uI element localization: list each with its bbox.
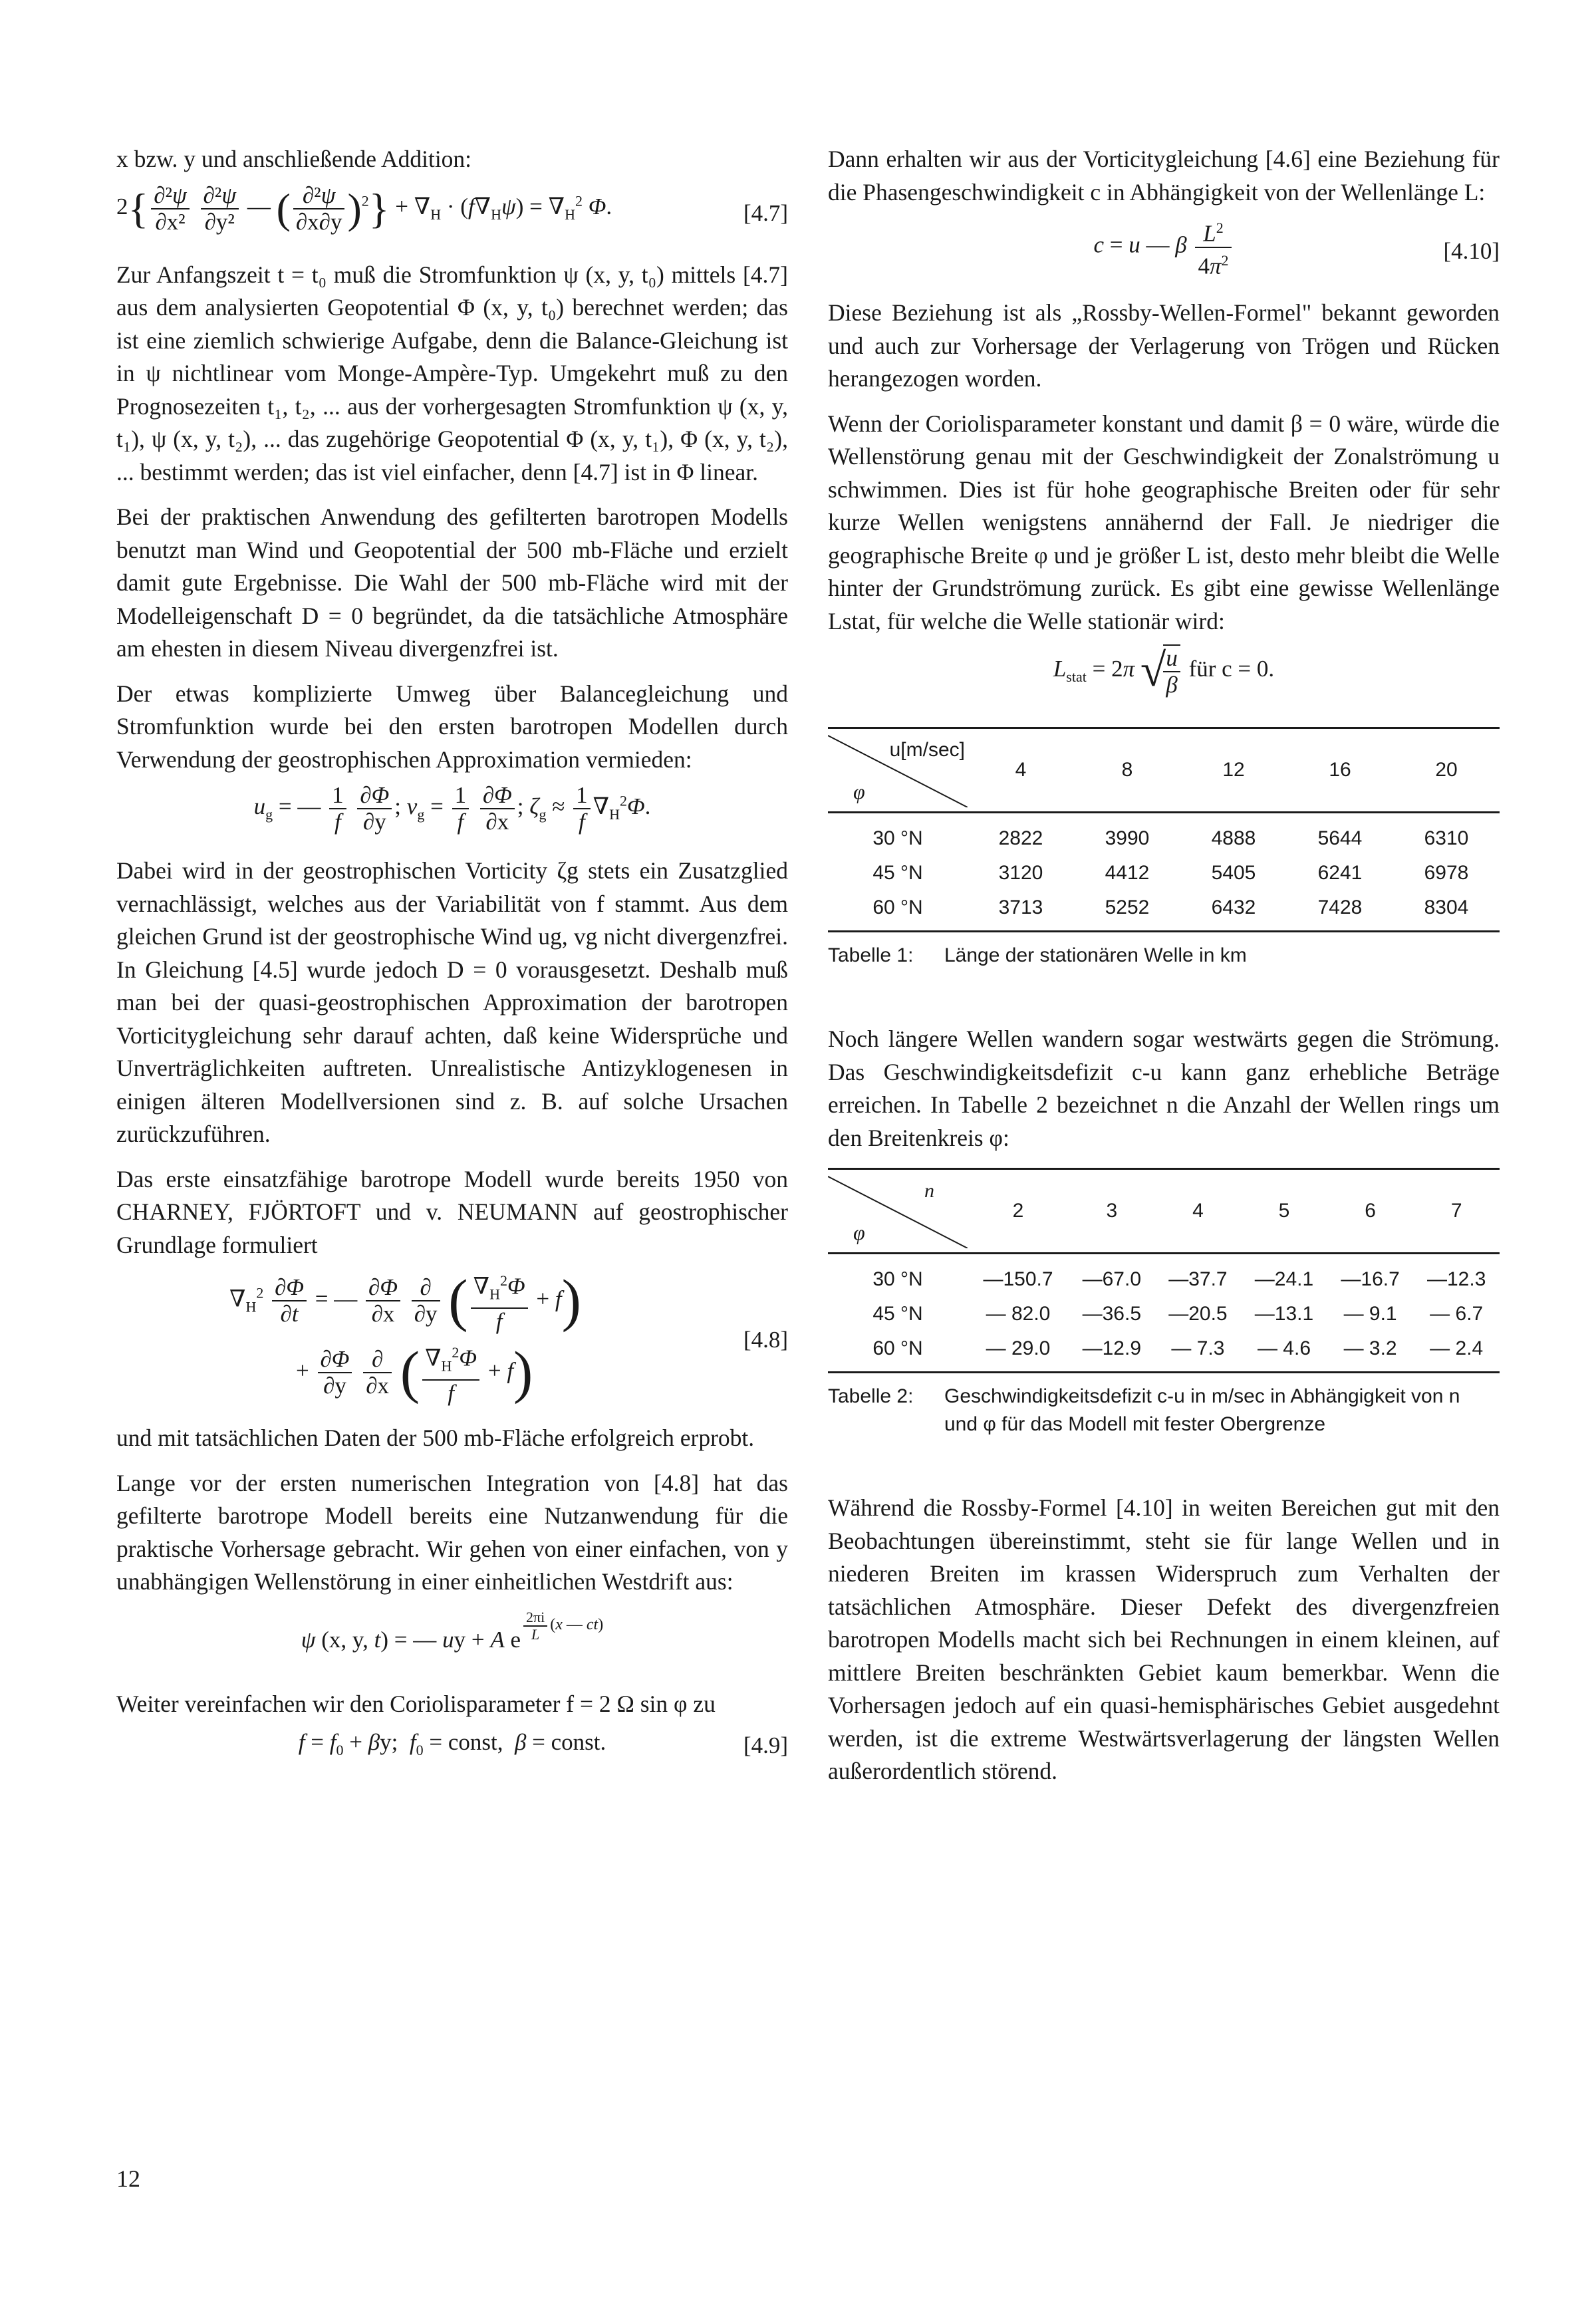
table-cell: —150.7	[983, 1268, 1053, 1290]
table-header-row	[828, 729, 1500, 813]
table-cell: —36.5	[1082, 1303, 1141, 1325]
caption-text: Geschwindigkeitsdefizit c-u in m/sec in Abhängigkeit von n und φ für das Modell mit fester Obergrenze	[944, 1385, 1460, 1435]
column-header: 5	[1241, 1170, 1327, 1254]
table-cell: —37.7	[1168, 1268, 1228, 1290]
table-cell: —24.1	[1254, 1268, 1314, 1290]
table-cell: —12.9	[1069, 1331, 1155, 1373]
caption-label: Tabelle 1:	[828, 944, 914, 966]
table-cell: — 6.7	[1430, 1303, 1484, 1325]
corner-label-bottom: φ	[853, 1220, 865, 1244]
table-cell: — 2.4	[1413, 1331, 1500, 1373]
equation-number: [4.8]	[743, 1326, 788, 1353]
equation-geostrophic: $u_g$ = — $\frac{1}{f}$ $\frac{\partial\Phi}{\partial y}$ ; $v_g$ = $\frac{1}{f}$ $\frac{\partial\Phi}{\partial x}$ ; $\zeta_g$ ≈ $\frac{1}{f}$ $\nabla_H^2\Phi$.	[253, 782, 651, 835]
column-header: 20	[1393, 729, 1500, 813]
column-header: 4	[968, 729, 1074, 813]
paragraph: Während die Rossby-Formel [4.10] in weiten Bereichen gut mit den Beobachtungen übereinstimmt, steht sie für lange Wellen und in niederen Breiten im krassen Widerspruch zum Verhalten der tatsächlichen Atmosphäre. Dieser Defekt des divergenzfreien barotropen Modells macht sich bei Rechnungen in einem kleinen, auf mittlere Breiten beschränkten Gebiet kaum bemerkbar. Wenn die Vorhersagen jedoch auf ein quasi-hemisphärisches Gebiet ausgedehnt werden, ist die extreme Westwärtsverlagerung der längsten Wellen außerordentlich störend.	[828, 1494, 1500, 1784]
equation-4-8: $\nabla_H^2$ $\frac{\partial\Phi}{\partial t}$ = — $\frac{\partial\Phi}{\partial x}$ $\frac{\partial}{\partial y}$ ( $\frac{\nabla_H^2\Phi}{f}$ + f) + $\frac{\partial\Phi}{\partial y}$ $\frac{\partial}{\partial x}$ ( $\frac{\nabla_H^2\Phi}{f}$ + f) [4.8]	[229, 1268, 788, 1406]
page-number: 12	[116, 2165, 140, 2192]
row-label: 60 °N	[828, 890, 968, 932]
paragraph: x bzw. y und anschließende Addition:	[116, 146, 472, 172]
paragraph: Zur Anfangszeit t = t₀ muß die Stromfunktion ψ (x, y, t₀) mittels [4.7] aus dem analysierten Geopotential Φ (x, y, t₀) berechnet werden; das ist eine ziemlich schwierige Aufgabe, denn die Balance-Gleichung ist in ψ nichtlinear vom Monge-Ampère-Typ. Umgekehrt muß zu den Prognosezeiten t₁, t₂, ... aus der vorhergesagten Stromfunktion ψ (x, y, t₁), ψ (x, y, t₂), ... das zugehörige Geopotential Φ (x, y, t₁), Φ (x, y, t₂), ... bestimmt werden; das ist viel einfacher, denn [4.7] ist in Φ linear.	[116, 261, 788, 485]
column-header: 8	[1074, 729, 1180, 813]
paragraph: Diese Beziehung ist als „Rossby-Wellen-Formel" bekannt geworden und auch zur Vorhersage der Verlagerung von Trögen und Rücken herangezogen worden.	[828, 299, 1500, 392]
table-cell: — 9.1	[1343, 1303, 1397, 1325]
paragraph: Der etwas komplizierte Umweg über Balancegleichung und Stromfunktion wurde bei den ersten barotropen Modellen durch Verwendung der geostrophischen Approximation vermieden:	[116, 680, 788, 773]
paragraph: Lange vor der ersten numerischen Integration von [4.8] hat das gefilterte barotrope Modell bereits eine Nutzanwendung für die praktische Vorhersage gebracht. Wir gehen von einer einfachen, von y unabhängigen Wellenstörung in einer einheitlichen Westdrift aus:	[116, 1469, 788, 1595]
table-cell: 2822	[998, 827, 1043, 849]
column-header: 7	[1413, 1170, 1500, 1254]
table-1	[828, 727, 1500, 932]
table-cell: 4412	[1105, 862, 1150, 884]
equation-4-7: 2{ $\frac{\text{∂²ψ}}{\text{∂x²}}$ $\frac{\text{∂²ψ}}{\text{∂y²}}$ — ( $\frac{\text{∂²ψ}}{\partial x\partial y}$ )$^2\} + \nabla_H \cdot (f\nabla_H\psi) = \nabla_H^2$ Φ. [4.7]	[116, 182, 788, 235]
table-cell: — 4.6	[1241, 1331, 1327, 1373]
table-2-caption	[828, 1383, 1500, 1438]
caption-label: Tabelle 2:	[828, 1385, 914, 1407]
paragraph: Dabei wird in der geostrophischen Vorticity ζg stets ein Zusatzglied vernachlässigt, welches aus der Variabilität von f stammt. Aus dem gleichen Grund ist der geostrophische Wind ug, vg nicht divergenzfrei. In Gleichung [4.5] wurde jedoch D = 0 vorausgesetzt. Deshalb muß man bei der quasi-geostrophischen Approximation der barotropen Vorticitygleichung sehr darauf achten, daß keine Widersprüche und Unverträglichkeiten auftreten. Unrealistische Antizyklogenesen in einigen älteren Modellversionen sind z. B. auf solche Ursachen zurückzuführen.	[116, 857, 788, 1147]
table-cell: 3990	[1105, 827, 1150, 849]
table-cell: 5252	[1074, 890, 1180, 932]
table-cell: — 82.0	[986, 1303, 1051, 1325]
table-row	[828, 856, 1500, 890]
paragraph: Weiter vereinfachen wir den Coriolisparameter f = 2 Ω sin φ zu	[116, 1690, 716, 1717]
column-header: 3	[1069, 1170, 1155, 1254]
table-header-row	[828, 1170, 1500, 1254]
table-cell: — 3.2	[1327, 1331, 1414, 1373]
equation-4-10: c = u — β $\frac{L^2}{4\pi^2}$ [4.10]	[828, 215, 1500, 287]
paragraph: Bei der praktischen Anwendung des gefilterten barotropen Modells benutzt man Wind und Geopotential der 500 mb-Fläche und erzielt damit gute Ergebnisse. Die Wahl der 500 mb-Fläche wird mit der Modelleigenschaft D = 0 begründet, da die tatsächliche Atmosphäre am ehesten in diesem Niveau divergenzfrei ist.	[116, 503, 788, 662]
equation-number: [4.7]	[743, 200, 788, 226]
paragraph: Noch längere Wellen wandern sogar westwärts gegen die Strömung. Das Geschwindigkeitsdefizit c-u kann ganz erhebliche Beträge erreichen. In Tabelle 2 bezeichnet n die Anzahl der Wellen rings um den Breitenkreis φ:	[828, 1025, 1500, 1151]
table-row	[828, 1297, 1500, 1331]
equation-stationary-wave: $L_{stat} = 2\pi$ √ $\frac{u}{\beta}$ für c = 0.	[1053, 645, 1275, 698]
table-cell: 6310	[1424, 827, 1469, 849]
table-cell: 5405	[1211, 862, 1256, 884]
table-row	[828, 1331, 1500, 1373]
left-column	[116, 143, 788, 1764]
corner-label-bottom: φ	[853, 779, 865, 803]
table-cell: 6432	[1180, 890, 1287, 932]
column-header: 16	[1287, 729, 1393, 813]
column-header: 4	[1155, 1170, 1242, 1254]
table-cell: — 29.0	[968, 1331, 1069, 1373]
paragraph: Dann erhalten wir aus der Vorticitygleichung [4.6] eine Beziehung für die Phasengeschwindigkeit c in Abhängigkeit von der Wellenlänge L:	[828, 146, 1500, 205]
table-corner	[828, 733, 968, 807]
paragraph: und mit tatsächlichen Daten der 500 mb-Fläche erfolgreich erprobt.	[116, 1425, 755, 1451]
row-label: 30 °N	[872, 827, 923, 849]
column-header: 12	[1180, 729, 1287, 813]
table-cell: 5644	[1317, 827, 1363, 849]
table-cell: —16.7	[1341, 1268, 1400, 1290]
table-corner	[828, 1174, 968, 1248]
table-cell: —13.1	[1254, 1303, 1314, 1325]
row-label: 60 °N	[828, 1331, 968, 1373]
equation-number: [4.10]	[1443, 238, 1500, 264]
equation-4-9: $f = f_0 + \beta y$; $f_0$ = const, β = const. [4.9]	[116, 1727, 788, 1764]
corner-label-top: n	[924, 1180, 934, 1202]
right-column	[828, 143, 1500, 1800]
table-cell: 8304	[1393, 890, 1500, 932]
table-cell: —67.0	[1082, 1268, 1141, 1290]
equation-number: [4.9]	[743, 1732, 788, 1758]
table-cell: 4888	[1211, 827, 1256, 849]
table-cell: — 7.3	[1155, 1331, 1242, 1373]
paragraph: Wenn der Coriolisparameter konstant und damit β = 0 wäre, würde die Wellenstörung genau mit der Geschwindigkeit der Zonalströmung u schwimmen. Dies ist für hohe geographische Breiten oder für sehr kurze Wellen wenigstens annähernd der Fall. Je niedriger die geographische Breite φ und je größer L ist, desto mehr bleibt die Welle hinter der Grundströmung zurück. Es gibt eine gewisse Wellenlänge Lstat, für welche die Welle stationär wird:	[828, 410, 1500, 634]
row-label: 45 °N	[872, 1303, 923, 1325]
table-cell: —12.3	[1427, 1268, 1486, 1290]
table-cell: 6241	[1317, 862, 1363, 884]
row-label: 45 °N	[872, 862, 923, 884]
row-label: 30 °N	[872, 1268, 923, 1290]
table-row	[828, 813, 1500, 857]
table-2	[828, 1168, 1500, 1373]
table-cell: 3120	[998, 862, 1043, 884]
equation-condition: für c = 0.	[1188, 656, 1275, 682]
equation-wave: ψ (x, y, t) = — uy + A e $^{\frac{2\pi i}{L} (x — ct)}$	[301, 1608, 604, 1653]
table-cell: 3713	[968, 890, 1074, 932]
table-cell: 6978	[1424, 862, 1469, 884]
table-cell: 7428	[1287, 890, 1393, 932]
column-header: 6	[1327, 1170, 1414, 1254]
table-row	[828, 1254, 1500, 1297]
corner-label-top: u[m/sec]	[889, 739, 965, 761]
table-1-caption	[828, 942, 1500, 970]
caption-text: Länge der stationären Welle in km	[944, 944, 1247, 966]
table-cell: —20.5	[1168, 1303, 1228, 1325]
paragraph: Das erste einsatzfähige barotrope Modell wurde bereits 1950 von CHARNEY, FJÖRTOFT und v. NEUMANN auf geostrophischer Grundlage formuliert	[116, 1165, 788, 1258]
table-row	[828, 890, 1500, 932]
column-header: 2	[968, 1170, 1069, 1254]
